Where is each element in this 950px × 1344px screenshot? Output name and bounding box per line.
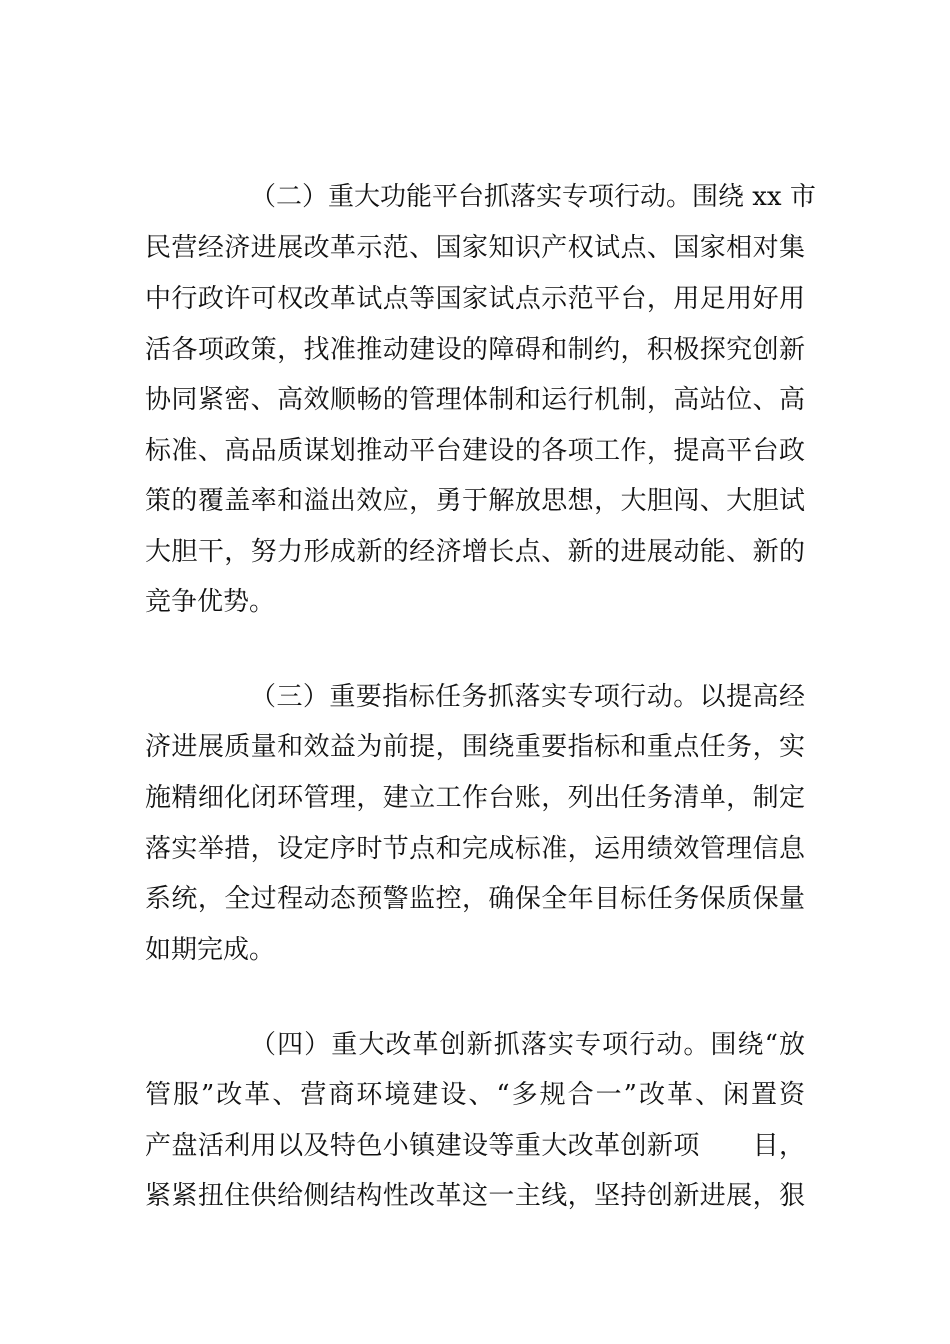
- paragraph-line: 协同紧密、高效顺畅的管理体制和运行机制，高站位、高: [145, 385, 805, 415]
- paragraph-line: 竞争优势。: [145, 587, 276, 617]
- paragraph-line: 济进展质量和效益为前提，围绕重要指标和重点任务，实: [145, 732, 805, 762]
- paragraph-line: 系统，全过程动态预警监控，确保全年目标任务保质保量: [145, 884, 805, 914]
- paragraph-line: 落实举措，设定序时节点和完成标准，运用绩效管理信息: [145, 834, 805, 864]
- paragraph-line: （四）重大改革创新抓落实专项行动。围绕“放: [250, 1030, 805, 1060]
- paragraph-line: 策的覆盖率和溢出效应，勇于解放思想，大胆闯、大胆试: [145, 486, 805, 516]
- paragraph-line: 产盘活利用以及特色小镇建设等重大改革创新项 目，: [145, 1131, 805, 1161]
- paragraph-line: 管服”改革、营商环境建设、“多规合一”改革、闲置资: [145, 1080, 805, 1110]
- paragraph-line: 大胆干，努力形成新的经济增长点、新的进展动能、新的: [145, 537, 805, 567]
- paragraph-line: （三）重要指标任务抓落实专项行动。以提高经: [250, 682, 805, 712]
- paragraph-line: 民营经济进展改革示范、国家知识产权试点、国家相对集: [145, 233, 805, 263]
- paragraph-line: 紧紧扭住供给侧结构性改革这一主线，坚持创新进展，狠: [145, 1181, 805, 1211]
- paragraph-line: 活各项政策，找准推动建设的障碍和制约，积极探究创新: [145, 335, 805, 365]
- paragraph-line: 如期完成。: [145, 935, 276, 965]
- paragraph-line: 中行政许可权改革试点等国家试点示范平台，用足用好用: [145, 284, 805, 314]
- paragraph-line: 施精细化闭环管理，建立工作台账，列出任务清单，制定: [145, 783, 805, 813]
- paragraph-line: 标准、高品质谋划推动平台建设的各项工作，提高平台政: [145, 436, 805, 466]
- paragraph-line: （二）重大功能平台抓落实专项行动。围绕 xx 市: [250, 182, 816, 212]
